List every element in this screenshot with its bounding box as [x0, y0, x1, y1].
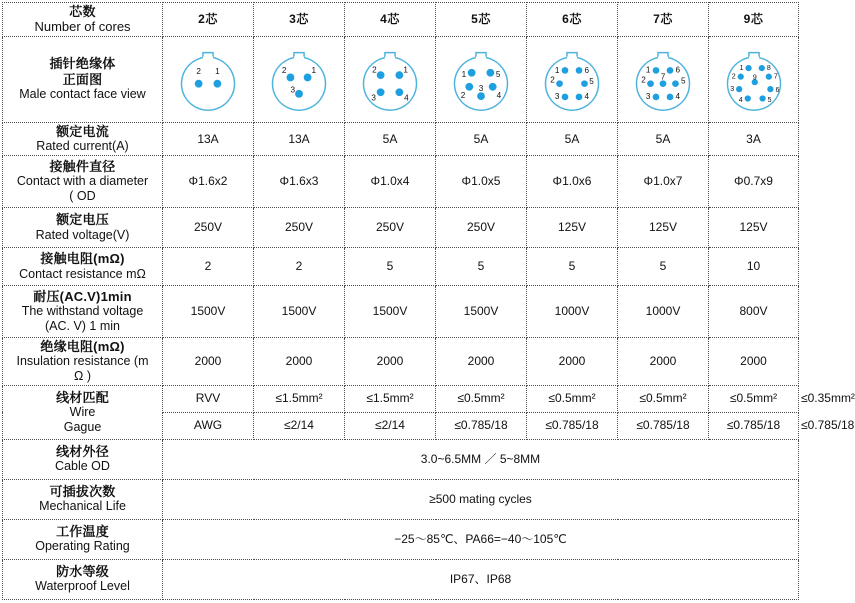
- pin-label-1: 1: [739, 65, 743, 73]
- cell-contact-resistance-9: 10: [709, 247, 799, 285]
- wire-gauge-key-rvv: RVV: [163, 385, 254, 412]
- row-label-operating-rating: [3, 519, 163, 559]
- column-header-6-cores: 6芯: [527, 3, 618, 37]
- pin-1: [213, 80, 221, 88]
- cell-awg-6: ≤0.785/18: [618, 412, 709, 439]
- row-label-en-line1: Wire: [69, 404, 96, 419]
- pin-4: [667, 94, 674, 101]
- pin-label-4: 4: [675, 92, 681, 102]
- row-label-en-line2: (AC. V) 1 min: [44, 318, 120, 333]
- row-label-cn: 额定电流: [56, 123, 109, 139]
- table-row-rated-current: [3, 122, 799, 155]
- pin-8: [758, 65, 764, 71]
- pin-label-1: 1: [461, 70, 467, 80]
- row-label-cn: 接触电阻(mΩ): [40, 251, 125, 267]
- table-row-contact-resistance: [3, 247, 799, 285]
- cell-contact-diameter-4: Φ1.0x4: [345, 155, 436, 207]
- pin-label-3: 3: [478, 84, 484, 94]
- cell-rated-current-4: 5A: [345, 122, 436, 155]
- row-label-en-line1: The withstand voltage: [21, 304, 144, 319]
- cell-insulation-resistance-2: 2000: [163, 337, 254, 385]
- row-label-cn: 防水等级: [56, 564, 109, 580]
- row-label-number-of-cores: [3, 3, 163, 37]
- column-header-5-cores: 5芯: [436, 3, 527, 37]
- cell-withstand-voltage-2: 1500V: [163, 285, 254, 337]
- table-row-header: [3, 3, 799, 37]
- pin-label-5: 5: [767, 97, 772, 105]
- row-label-cn-line2: 正面图: [62, 71, 103, 87]
- cell-mechanical-life-value: ≥500 mating cycles: [163, 479, 799, 519]
- cell-awg-4: ≤0.785/18: [436, 412, 527, 439]
- cell-withstand-voltage-5: 1500V: [436, 285, 527, 337]
- row-label-en-line1: Insulation resistance (m: [16, 354, 149, 369]
- row-label-en: Operating Rating: [35, 539, 130, 554]
- cell-rvv-5: ≤0.5mm²: [527, 385, 618, 412]
- connector-spec-table: [2, 2, 855, 600]
- pin-1: [745, 65, 751, 71]
- row-label-face-view: [3, 36, 163, 122]
- pin-4: [576, 94, 583, 101]
- connector-diagram-2-cores: [163, 36, 254, 122]
- pin-label-5: 5: [589, 77, 594, 87]
- row-label-mechanical-life: [3, 479, 163, 519]
- pin-label-1: 1: [554, 66, 560, 76]
- cell-withstand-voltage-6: 1000V: [527, 285, 618, 337]
- row-label-insulation-resistance: [3, 337, 163, 385]
- cell-insulation-resistance-5: 2000: [436, 337, 527, 385]
- pin-label-2: 2: [460, 91, 466, 101]
- table-row-cable-od: [3, 439, 799, 479]
- pin-label-2: 2: [196, 67, 201, 77]
- cell-awg-5: ≤0.785/18: [527, 412, 618, 439]
- pin-6: [767, 86, 773, 92]
- cell-contact-resistance-3: 2: [254, 247, 345, 285]
- cell-contact-resistance-5: 5: [436, 247, 527, 285]
- row-label-cn: 接触件直径: [49, 158, 116, 174]
- pin-label-3: 3: [554, 92, 560, 102]
- pin-5: [759, 96, 765, 102]
- wire-gauge-key-awg: AWG: [163, 412, 254, 439]
- row-label-wire-gauge: [3, 385, 163, 439]
- pin-label-2: 2: [372, 65, 377, 75]
- pin-label-6: 6: [675, 65, 681, 75]
- cell-rated-current-3: 13A: [254, 122, 345, 155]
- pin-2: [556, 80, 563, 87]
- connector-diagram-4-cores: [345, 36, 436, 122]
- pin-3: [736, 86, 742, 92]
- row-label-cn: 工作温度: [56, 524, 109, 540]
- pin-label-3: 3: [290, 85, 296, 95]
- cell-insulation-resistance-7: 2000: [618, 337, 709, 385]
- row-label-cn: 耐压(AC.V)1min: [33, 288, 132, 304]
- pin-label-4: 4: [738, 97, 743, 105]
- pin-4: [489, 83, 497, 91]
- cell-contact-diameter-9: Φ0.7x9: [709, 155, 799, 207]
- connector-face-svg-7-cores: [624, 43, 702, 115]
- table-row-rated-voltage: [3, 207, 799, 247]
- pin-label-1: 1: [403, 65, 408, 75]
- row-label-en: Cable OD: [55, 459, 110, 474]
- row-label-en: Mechanical Life: [39, 499, 126, 514]
- row-label-contact-diameter: [3, 155, 163, 207]
- row-label-cn: 线材外径: [56, 444, 109, 460]
- pin-label-7: 7: [773, 73, 778, 81]
- pin-2: [287, 74, 295, 82]
- pin-6: [576, 67, 583, 74]
- cell-contact-resistance-4: 5: [345, 247, 436, 285]
- row-label-en-line2: Ω ): [74, 368, 91, 383]
- row-label-rated-voltage: [3, 207, 163, 247]
- cell-contact-resistance-7: 5: [618, 247, 709, 285]
- pin-label-3: 3: [729, 86, 734, 94]
- cell-rvv-6: ≤0.5mm²: [618, 385, 709, 412]
- pin-label-8: 8: [766, 65, 771, 73]
- pin-3: [562, 94, 569, 101]
- cell-rated-current-9: 3A: [709, 122, 799, 155]
- pin-label-4: 4: [496, 91, 502, 101]
- cell-contact-resistance-6: 5: [527, 247, 618, 285]
- pin-label-9: 9: [752, 74, 757, 82]
- pin-label-1: 1: [215, 67, 220, 77]
- row-label-cn: 线材匹配: [56, 389, 109, 405]
- cell-rated-voltage-7: 125V: [618, 207, 709, 247]
- pin-label-6: 6: [584, 66, 590, 76]
- cell-rated-voltage-2: 250V: [163, 207, 254, 247]
- cell-insulation-resistance-9: 2000: [709, 337, 799, 385]
- pin-2: [377, 71, 385, 79]
- row-label-en-line1: Contact with a diameter: [16, 174, 149, 189]
- pin-4: [744, 96, 750, 102]
- pin-5: [672, 80, 679, 87]
- pin-1: [653, 67, 660, 74]
- pin-1: [304, 74, 312, 82]
- pin-label-5: 5: [681, 76, 686, 86]
- cell-rvv-3: ≤1.5mm²: [345, 385, 436, 412]
- table-row-waterproof-level: [3, 559, 799, 599]
- table-row-contact-diameter: [3, 155, 799, 207]
- pin-label-3: 3: [645, 92, 651, 102]
- table-row-insulation-resistance: [3, 337, 799, 385]
- row-label-contact-resistance: [3, 247, 163, 285]
- pin-label-2: 2: [550, 75, 555, 85]
- pin-1: [468, 69, 476, 77]
- cell-rated-voltage-4: 250V: [345, 207, 436, 247]
- spec-sheet: [0, 2, 855, 603]
- pin-1: [395, 71, 403, 79]
- cell-rated-current-2: 13A: [163, 122, 254, 155]
- cell-withstand-voltage-9: 800V: [709, 285, 799, 337]
- row-label-en: Rated current(A): [36, 138, 129, 153]
- row-label-cn: 额定电压: [56, 212, 109, 228]
- cell-rated-current-7: 5A: [618, 122, 709, 155]
- connector-face-svg-6-cores: [533, 43, 611, 115]
- column-header-4-cores: 4芯: [345, 3, 436, 37]
- pin-2: [195, 80, 203, 88]
- pin-3: [653, 94, 660, 101]
- row-label-cn: 可插拔次数: [49, 484, 116, 500]
- pin-2: [737, 74, 743, 80]
- column-header-2-cores: 2芯: [163, 3, 254, 37]
- row-label-en-line2: ( OD: [69, 188, 96, 203]
- cell-contact-diameter-6: Φ1.0x6: [527, 155, 618, 207]
- cell-withstand-voltage-3: 1500V: [254, 285, 345, 337]
- cell-awg-2: ≤2/14: [254, 412, 345, 439]
- column-header-7-cores: 7芯: [618, 3, 709, 37]
- pin-label-2: 2: [731, 73, 736, 81]
- connector-face-svg-9-cores: [715, 43, 793, 115]
- pin-2: [465, 83, 473, 91]
- pin-label-2: 2: [281, 66, 287, 76]
- pin-label-5: 5: [495, 70, 501, 80]
- connector-diagram-7-cores: [618, 36, 709, 122]
- cell-insulation-resistance-3: 2000: [254, 337, 345, 385]
- cell-contact-diameter-7: Φ1.0x7: [618, 155, 709, 207]
- cell-cable-od-value: 3.0~6.5MM ／ 5~8MM: [163, 439, 799, 479]
- connector-face-svg-3-cores: [260, 43, 338, 115]
- row-label-cn-line1: 插针绝缘体: [49, 56, 116, 72]
- column-header-9-cores: 9芯: [709, 3, 799, 37]
- cell-contact-resistance-2: 2: [163, 247, 254, 285]
- cell-contact-diameter-3: Φ1.6x3: [254, 155, 345, 207]
- row-label-en: Waterproof Level: [35, 579, 130, 594]
- connector-diagram-9-cores: [709, 36, 799, 122]
- pin-label-4: 4: [584, 92, 590, 102]
- cell-insulation-resistance-6: 2000: [527, 337, 618, 385]
- cell-contact-diameter-5: Φ1.0x5: [436, 155, 527, 207]
- pin-label-1: 1: [311, 66, 317, 76]
- cell-rvv-4: ≤0.5mm²: [436, 385, 527, 412]
- table-row-wire-gauge-rvv: 线材匹配 Wire Gague RVV ≤1.5mm² ≤1.5mm² ≤0.5mm² ≤0.5mm² ≤0.5mm² ≤0.5mm² ≤0.35mm²: [3, 385, 799, 412]
- cell-rvv-7: ≤0.5mm²: [709, 385, 799, 412]
- cell-rated-voltage-5: 250V: [436, 207, 527, 247]
- pin-7: [765, 74, 771, 80]
- cell-insulation-resistance-4: 2000: [345, 337, 436, 385]
- cell-waterproof-level-value: IP67、IP68: [163, 559, 799, 599]
- table-row-face-view: [3, 36, 799, 122]
- pin-label-4: 4: [404, 93, 409, 103]
- connector-face-svg-2-cores: [169, 43, 247, 115]
- table-row-wire-gauge-awg: AWG ≤2/14 ≤2/14 ≤0.785/18 ≤0.785/18 ≤0.785/18 ≤0.785/18 ≤0.785/18: [3, 412, 799, 439]
- column-header-3-cores: 3芯: [254, 3, 345, 37]
- table-row-mechanical-life: [3, 479, 799, 519]
- cell-rated-voltage-6: 125V: [527, 207, 618, 247]
- cell-withstand-voltage-4: 1500V: [345, 285, 436, 337]
- pin-6: [667, 67, 674, 74]
- pin-4: [395, 89, 403, 97]
- pin-1: [562, 67, 569, 74]
- row-label-cn: 芯数: [69, 4, 96, 19]
- row-label-withstand-voltage: [3, 285, 163, 337]
- row-label-cn: 绝缘电阻(mΩ): [40, 338, 125, 354]
- pin-3: [295, 90, 303, 98]
- row-label-en: Male contact face view: [19, 87, 146, 102]
- pin-label-3: 3: [371, 93, 376, 103]
- pin-label-1: 1: [645, 65, 651, 75]
- row-label-cable-od: [3, 439, 163, 479]
- connector-diagram-5-cores: [436, 36, 527, 122]
- cell-awg-3: ≤2/14: [345, 412, 436, 439]
- pin-label-6: 6: [774, 87, 779, 95]
- cell-withstand-voltage-7: 1000V: [618, 285, 709, 337]
- connector-diagram-6-cores: [527, 36, 618, 122]
- table-row-withstand-voltage: [3, 285, 799, 337]
- cell-contact-diameter-2: Φ1.6x2: [163, 155, 254, 207]
- pin-5: [581, 80, 588, 87]
- row-label-en: Contact resistance mΩ: [19, 266, 146, 281]
- cell-rated-current-6: 5A: [527, 122, 618, 155]
- cell-awg-7: ≤0.785/18: [709, 412, 799, 439]
- cell-rated-current-5: 5A: [436, 122, 527, 155]
- row-label-rated-current: [3, 122, 163, 155]
- connector-face-svg-4-cores: [351, 43, 429, 115]
- cell-rvv-2: ≤1.5mm²: [254, 385, 345, 412]
- pin-5: [486, 69, 494, 77]
- connector-face-svg-5-cores: [442, 43, 520, 115]
- row-label-en-line2: Gague: [63, 419, 102, 434]
- row-label-en: Number of cores: [34, 19, 131, 35]
- cell-rated-voltage-9: 125V: [709, 207, 799, 247]
- pin-3: [477, 92, 485, 100]
- cell-rated-voltage-3: 250V: [254, 207, 345, 247]
- table-row-operating-rating: [3, 519, 799, 559]
- row-label-en: Rated voltage(V): [35, 227, 130, 242]
- pin-2: [647, 80, 654, 87]
- pin-3: [377, 89, 385, 97]
- row-label-waterproof-level: [3, 559, 163, 599]
- cell-operating-rating-value: −25～85℃、PA66=−40～105℃: [163, 519, 799, 559]
- pin-label-7: 7: [660, 72, 666, 82]
- pin-label-2: 2: [641, 75, 646, 85]
- connector-diagram-3-cores: [254, 36, 345, 122]
